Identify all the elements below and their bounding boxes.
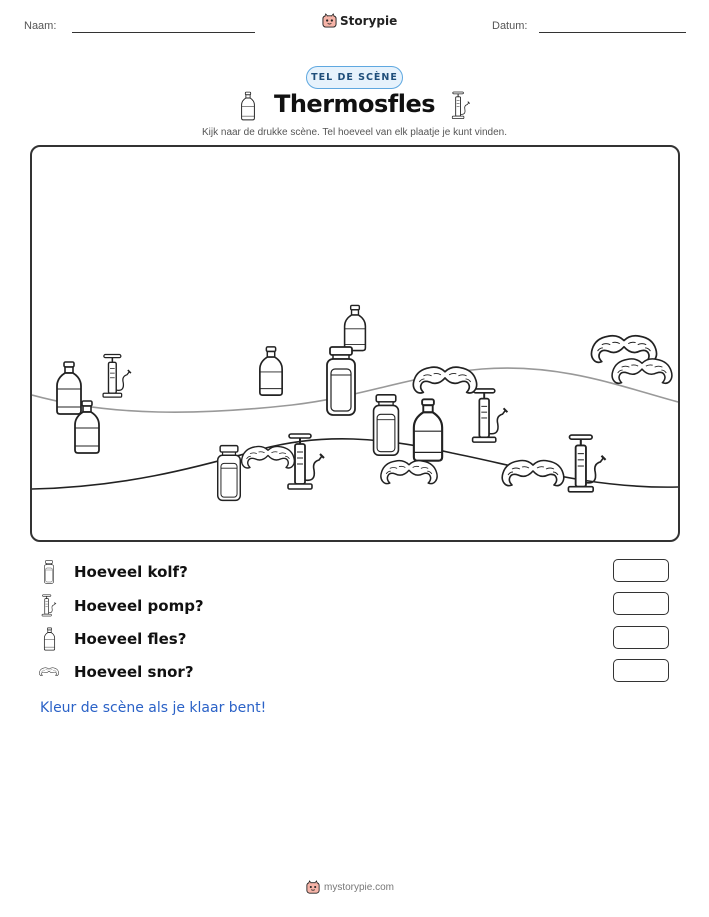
pump-1 bbox=[103, 355, 131, 398]
brand-name: Storypie bbox=[340, 13, 398, 28]
question-bottle bbox=[38, 628, 186, 650]
instructions: Kijk naar de drukke scène. Tel hoeveel van elk plaatje je kunt vinden. bbox=[201, 127, 507, 138]
pump-icon bbox=[41, 594, 57, 618]
footer-url[interactable]: mystorypie.com bbox=[324, 881, 395, 893]
bottle-5 bbox=[414, 399, 442, 460]
answer-box-bottle[interactable] bbox=[613, 626, 669, 649]
jar-1 bbox=[327, 347, 355, 415]
pump-3 bbox=[473, 389, 508, 442]
mustache-6 bbox=[612, 359, 672, 383]
bottle-1 bbox=[57, 362, 81, 414]
page-title: Thermosfles bbox=[273, 90, 436, 118]
question-label: Hoeveel snor? bbox=[74, 663, 194, 681]
mustache-2 bbox=[242, 446, 295, 468]
answer-box-pump[interactable] bbox=[613, 592, 669, 615]
mustache-4 bbox=[502, 461, 564, 486]
name-line[interactable] bbox=[72, 32, 255, 33]
jar-3 bbox=[218, 446, 241, 501]
jar-icon bbox=[42, 560, 56, 584]
question-jar bbox=[38, 561, 188, 583]
question-pump bbox=[38, 595, 204, 617]
question-label: Hoeveel kolf? bbox=[74, 563, 188, 581]
storypie-mascot-icon bbox=[306, 880, 320, 894]
answer-box-jar[interactable] bbox=[613, 559, 669, 582]
bottle-4 bbox=[345, 305, 366, 350]
pump-icon bbox=[451, 91, 471, 121]
mustache-1 bbox=[413, 367, 476, 393]
activity-badge: TEL DE SCÈNE bbox=[306, 66, 403, 89]
date-label: Datum: bbox=[492, 20, 528, 32]
bottle-icon bbox=[43, 627, 56, 651]
coloring-instruction: Kleur de scène als je klaar bent! bbox=[40, 700, 267, 716]
name-label: Naam: bbox=[24, 20, 57, 32]
bottle-3 bbox=[260, 347, 282, 395]
mustache-5 bbox=[591, 336, 656, 363]
mustache-3 bbox=[381, 461, 437, 484]
jar-2 bbox=[374, 395, 399, 455]
storypie-mascot-icon bbox=[322, 13, 337, 28]
scene-drawing bbox=[32, 147, 678, 540]
storypie-logo bbox=[322, 13, 397, 28]
question-label: Hoeveel pomp? bbox=[74, 597, 204, 615]
mustache-icon bbox=[38, 666, 60, 678]
answer-box-mustache[interactable] bbox=[613, 659, 669, 682]
question-mustache bbox=[38, 661, 194, 683]
question-label: Hoeveel fles? bbox=[74, 630, 187, 648]
footer-brand bbox=[306, 880, 394, 894]
date-line[interactable] bbox=[539, 32, 686, 33]
counting-scene bbox=[30, 145, 680, 542]
